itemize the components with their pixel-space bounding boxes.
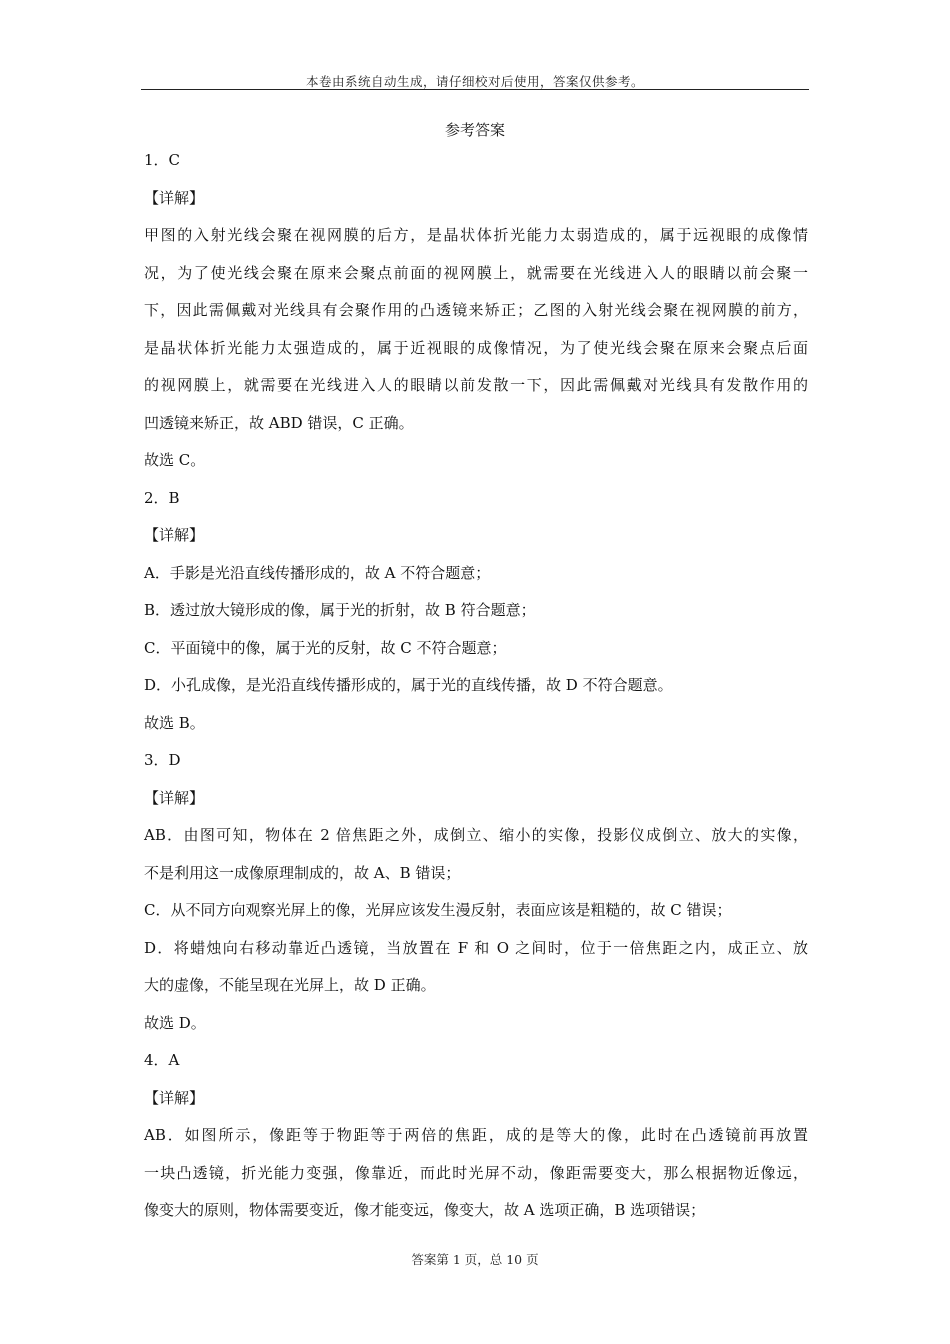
text-line: 一块凸透镜，折光能力变强，像靠近，而此时光屏不动，像距需要变大，那么根据物近像远，: [144, 1164, 808, 1182]
text-line: AB．由图可知，物体在 2 倍焦距之外，成倒立、缩小的实像，投影仪成倒立、放大的实像，: [144, 826, 808, 844]
header-divider: [141, 89, 809, 90]
text-line: 【详解】: [144, 526, 205, 544]
text-line: 不是利用这一成像原理制成的，故 A、B 错误；: [144, 864, 461, 882]
text-line: 【详解】: [144, 789, 205, 807]
text-line: 故选 D。: [144, 1014, 206, 1032]
page-footer: 答案第 1 页，总 10 页: [411, 1252, 539, 1267]
text-line: B．透过放大镜形成的像，属于光的折射，故 B 符合题意；: [144, 601, 536, 619]
text-line: 况，为了使光线会聚在原来会聚点前面的视网膜上，就需要在光线进入人的眼睛以前会聚一: [144, 264, 808, 282]
text-line: AB．如图所示，像距等于物距等于两倍的焦距，成的是等大的像，此时在凸透镜前再放置: [144, 1126, 808, 1144]
text-line: 4．A: [144, 1051, 180, 1069]
text-line: 下，因此需佩戴对光线具有会聚作用的凸透镜来矫正；乙图的入射光线会聚在视网膜的前方，: [144, 301, 808, 319]
text-line: 是晶状体折光能力太强造成的，属于近视眼的成像情况，为了使光线会聚在原来会聚点后面: [144, 339, 808, 357]
text-line: 凹透镜来矫正，故 ABD 错误，C 正确。: [144, 414, 414, 432]
text-line: 故选 B。: [144, 714, 205, 732]
text-line: 大的虚像，不能呈现在光屏上，故 D 正确。: [144, 976, 436, 994]
text-line: 2．B: [144, 489, 180, 507]
text-line: 像变大的原则，物体需要变近，像才能变远，像变大，故 A 选项正确，B 选项错误；: [144, 1201, 706, 1219]
text-line: C．平面镜中的像，属于光的反射，故 C 不符合题意；: [144, 639, 507, 657]
text-line: C．从不同方向观察光屏上的像，光屏应该发生漫反射，表面应该是粗糙的，故 C 错误；: [144, 901, 732, 919]
text-line: D．将蜡烛向右移动靠近凸透镜，当放置在 F 和 O 之间时，位于一倍焦距之内，成正立、放: [144, 939, 808, 957]
text-line: 【详解】: [144, 189, 205, 207]
text-line: 【详解】: [144, 1089, 205, 1107]
text-line: 的视网膜上，就需要在光线进入人的眼睛以前发散一下，因此需佩戴对光线具有发散作用的: [144, 376, 808, 394]
text-line: 故选 C。: [144, 451, 206, 469]
text-line: A．手影是光沿直线传播形成的，故 A 不符合题意；: [144, 564, 491, 582]
text-line: 甲图的入射光线会聚在视网膜的后方，是晶状体折光能力太弱造成的，属于远视眼的成像情: [144, 226, 808, 244]
page-header: 本卷由系统自动生成，请仔细校对后使用，答案仅供参考。: [305, 74, 644, 89]
text-line: D．小孔成像，是光沿直线传播形成的，属于光的直线传播，故 D 不符合题意。: [144, 676, 673, 694]
text-line: 1．C: [144, 151, 181, 169]
text-line: 3．D: [144, 751, 181, 769]
page-title: 参考答案: [444, 121, 505, 139]
